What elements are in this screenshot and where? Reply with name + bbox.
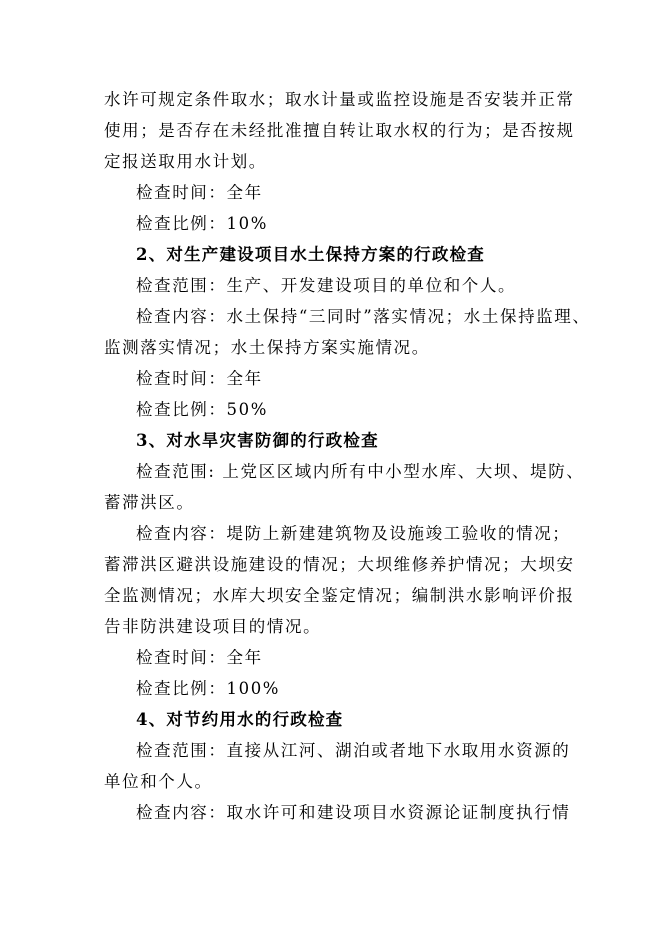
section-heading: 2、对生产建设项目水土保持方案的行政检查 bbox=[136, 245, 485, 264]
body-text-line: 蓄滞洪区。 bbox=[104, 493, 195, 512]
body-text-line: 蓄滞洪区避洪设施建设的情况；大坝维修养护情况；大坝安 bbox=[104, 555, 575, 574]
inspection-ratio: 检查比例：50% bbox=[136, 400, 268, 419]
inspection-scope: 检查范围：直接从江河、湖泊或者地下水取用水资源的 bbox=[136, 741, 571, 760]
inspection-content: 检查内容：水土保持“三同时”落实情况；水土保持监理、 bbox=[136, 307, 591, 326]
inspection-time: 检查时间：全年 bbox=[136, 369, 263, 388]
inspection-scope: 检查范围: 上党区区域内所有中小型水库、大坝、堤防、 bbox=[136, 462, 585, 481]
section-heading: 3、对水旱灾害防御的行政检查 bbox=[136, 431, 379, 450]
inspection-ratio: 检查比例：10% bbox=[136, 214, 268, 233]
body-text-line: 定报送取用水计划。 bbox=[104, 152, 267, 171]
inspection-scope: 检查范围：生产、开发建设项目的单位和个人。 bbox=[136, 276, 517, 295]
body-text-line: 单位和个人。 bbox=[104, 772, 213, 791]
body-text-line: 监测落实情况；水土保持方案实施情况。 bbox=[104, 338, 430, 357]
inspection-ratio: 检查比例：100% bbox=[136, 679, 281, 698]
body-text-line: 全监测情况；水库大坝安全鉴定情况；编制洪水影响评价报 bbox=[104, 586, 575, 605]
body-text-line: 告非防洪建设项目的情况。 bbox=[104, 617, 322, 636]
body-text-line: 水许可规定条件取水；取水计量或监控设施是否安装并正常 bbox=[104, 90, 575, 109]
inspection-content: 检查内容：取水许可和建设项目水资源论证制度执行情 bbox=[136, 803, 571, 822]
inspection-time: 检查时间：全年 bbox=[136, 648, 263, 667]
inspection-time: 检查时间：全年 bbox=[136, 183, 263, 202]
section-heading: 4、对节约用水的行政检查 bbox=[136, 710, 344, 729]
body-text-line: 使用；是否存在未经批准擅自转让取水权的行为；是否按规 bbox=[104, 121, 575, 140]
inspection-content: 检查内容：堤防上新建建筑物及设施竣工验收的情况； bbox=[136, 524, 571, 543]
